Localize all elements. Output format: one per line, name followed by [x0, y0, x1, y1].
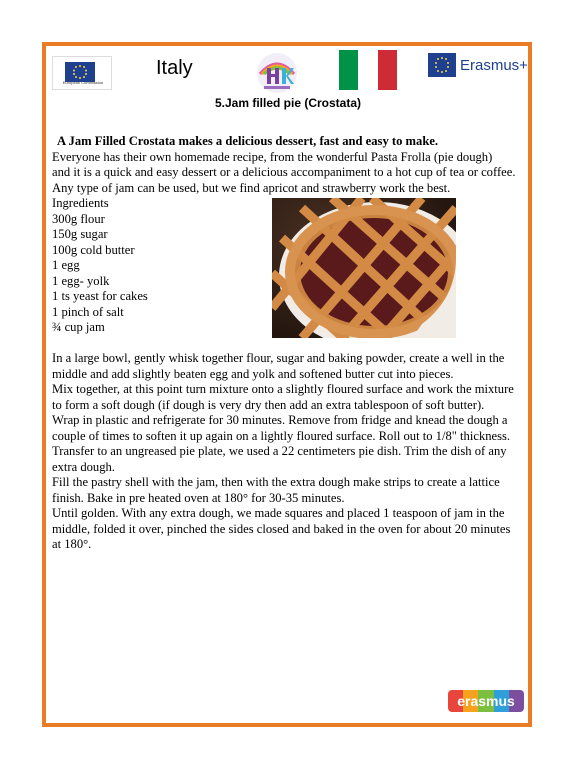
erasmus-footer-label: erasmus [457, 693, 515, 709]
ingredient-item: 1 egg- yolk [52, 273, 110, 288]
ingredient-item: 1 egg [52, 258, 80, 272]
erasmus-plus-logo [428, 50, 528, 80]
method-line: at 180°. [52, 537, 92, 551]
method-section [52, 351, 526, 553]
ingredients-section [52, 196, 526, 346]
method-line: middle, folded it over, pinched the sides closed and baked in the oven for about 20 minutes [52, 521, 511, 536]
ingredient-item: ¾ cup jam [52, 320, 105, 334]
method-line: to form a soft dough (if dough is very dry then add an extra tablespoon of soft butter). [52, 397, 485, 412]
eu-flag-icon [428, 53, 456, 77]
italy-flag-icon [339, 50, 397, 90]
project-logo [256, 52, 298, 94]
erasmus-footer-logo [448, 690, 524, 712]
method-line: Mix together, at this point turn mixture onto a slightly floured surface and work the mixture [52, 382, 514, 396]
method-line: Transfer to an ungreased pie plate, we used a 22 centimeters pie dish. Trim the dish of any [52, 444, 507, 458]
erasmus-plus-label: Erasmus+ [460, 56, 528, 74]
intro-line: Everyone has their own homemade recipe, from the wonderful Pasta Frolla (pie dough) [52, 149, 493, 164]
ingredient-item: 1 ts yeast for cakes [52, 289, 148, 303]
method-line: Wrap in plastic and refrigerate for 30 minutes. Remove from fridge and knead the dough a [52, 413, 508, 427]
method-line: middle and add slightly beaten egg and yolk and softened butter cut into pieces. [52, 366, 454, 381]
country-name: Italy [156, 57, 193, 79]
intro-line: Any type of jam can be used, but we find apricot and strawberry work the best. [52, 180, 451, 195]
ingredients-heading: Ingredients [52, 196, 109, 210]
method-line: Until golden. With any extra dough, we made squares and placed 1 teaspoon of jam in the [52, 506, 505, 520]
intro-lead: A Jam Filled Crostata makes a delicious dessert, fast and easy to make. [57, 134, 439, 148]
eu-caption: European Commission [62, 80, 104, 85]
crostata-photo [272, 198, 456, 338]
european-commission-logo [52, 56, 112, 90]
method-line: extra dough. [52, 459, 115, 474]
recipe-title: 5.Jam filled pie (Crostata) [214, 96, 362, 110]
method-line: Fill the pastry shell with the jam, then with the extra dough make strips to create a lattice [52, 475, 500, 489]
ingredient-item: 100g cold butter [52, 242, 135, 257]
ingredient-item: 150g sugar [52, 227, 108, 241]
intro-line: and it is a quick and easy dessert or a delicious accompaniment to a hot cup of tea or coffee. [52, 165, 516, 179]
eu-flag-icon [65, 62, 95, 82]
method-line: finish. Bake in pre heated oven at 180° for 30-35 minutes. [52, 490, 345, 505]
ingredient-item: 1 pinch of salt [52, 304, 124, 319]
method-line: In a large bowl, gently whisk together flour, sugar and baking powder, create a well in the [52, 351, 505, 365]
ingredient-item: 300g flour [52, 211, 105, 226]
method-line: couple of times to soften it up again on a lightly floured surface. Roll out to 1/8" thickness. [52, 428, 511, 443]
recipe-body [52, 134, 526, 553]
